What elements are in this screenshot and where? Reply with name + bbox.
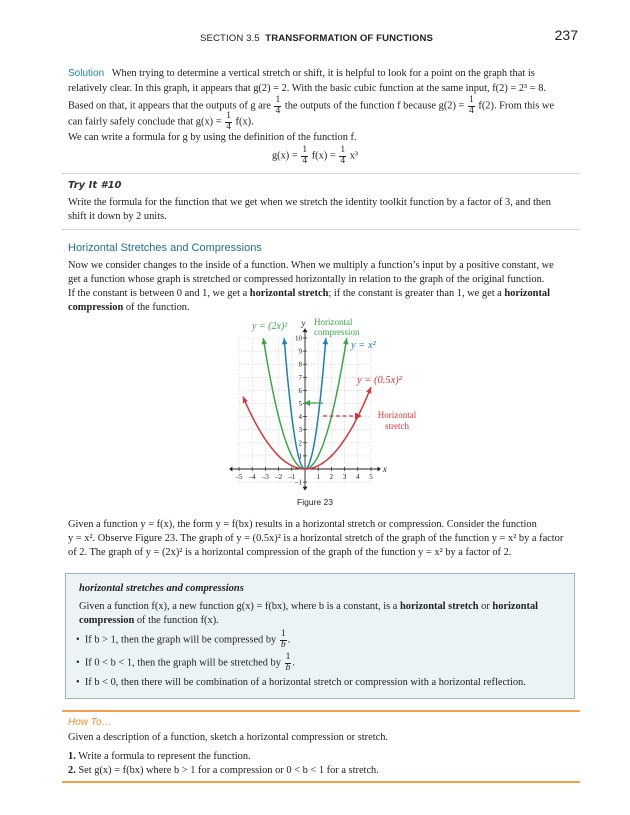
x-tick-label: 5 [369, 473, 373, 481]
solution-text-3a: Based on that, it appears that the outputs of g are [68, 100, 271, 112]
solution-text-3b: the outputs of the function f because g(2) = [284, 100, 465, 112]
bullet-1: • If b > 1, then the graph will be compressed by $\frac{1}{b}$ . [76, 629, 291, 650]
term-horizontal-stretch: horizontal stretch [249, 288, 329, 299]
step-2-text: Set g(x) = f(bx) where b > 1 for a compression or 0 < b < 1 for a stretch. [78, 765, 379, 776]
solution-line-5: We can write a formula for g by using the definition of the function f. [68, 132, 357, 143]
howto-top-rule [62, 710, 580, 712]
box-term-stretch: horizontal stretch [399, 601, 479, 612]
box-line-1 [79, 600, 569, 615]
section-number: SECTION 3.5 [200, 33, 260, 44]
howto-step-1 [68, 750, 578, 765]
bullet-2: • If 0 < b < 1, then the graph will be stretched by $\frac{1}{b}$ . [76, 652, 295, 673]
section-title: Horizontal Stretches and Compressions [68, 242, 262, 254]
series-arrowhead-2 [261, 338, 267, 344]
howto-title: How To… [68, 717, 112, 728]
fraction-one-quarter-2: $\frac{1}{4}$ [469, 95, 474, 116]
y-tick-label: 1 [298, 452, 302, 461]
tryit-line-2: shift it down by 2 units. [68, 211, 167, 222]
howto-bottom-rule [62, 781, 580, 783]
bullet-dot: • [76, 634, 80, 646]
bullet-dot: • [76, 657, 80, 669]
fraction-one-over-b: $\frac{1}{b}$ [280, 629, 286, 650]
green-curve-label: y = x² [351, 340, 376, 351]
bullet-dot: • [76, 677, 80, 688]
y-tick-label: 7 [298, 373, 302, 382]
series-arrowhead-1 [323, 338, 329, 344]
horizontal-line-2: get a function whose graph is stretched or compressed horizontally in relation to the graph of the original function. [68, 274, 545, 285]
x-tick-label: 4 [356, 473, 360, 481]
x-axis-arrow-left [229, 467, 232, 472]
fraction-one-over-b-2: $\frac{1}{b}$ [285, 652, 291, 673]
y-axis-label: y [301, 317, 306, 328]
series-line-3 [243, 387, 371, 469]
horizontal-text-3c: ; if the constant is greater than 1, we get a [328, 288, 502, 299]
y-tick-label: 8 [298, 360, 302, 369]
box-text-2b: of the function f(x). [134, 615, 219, 626]
x-axis-arrow-right [378, 467, 381, 472]
y-tick-label: 4 [298, 413, 302, 422]
bullet-2-text: If 0 < b < 1, then the graph will be stretched by [84, 657, 281, 669]
given-line-2: y = x². Observe Figure 23. The graph of y = (0.5x)² is a horizontal stretch of the graph of the function y = x² by a factor [68, 533, 564, 544]
box-line-2 [79, 614, 569, 629]
x-tick-label: 1 [316, 473, 320, 481]
box-text-1a: Given a function f(x), a new function g(x) = f(bx), where b is a constant, is a [79, 601, 398, 612]
y-tick-label: 5 [298, 400, 302, 408]
x-tick-label: 2 [329, 473, 334, 481]
solution-line-2: relatively clear. In this graph, it appears that g(2) = 2. With the basic cubic function at the same input, f(2) = 2³ = 8. [68, 83, 546, 94]
y-tick-label: –1 [295, 478, 302, 487]
stretch-label-2: stretch [385, 421, 409, 431]
x-tick-label: 3 [342, 473, 347, 481]
y-tick-label: 3 [298, 426, 302, 435]
y-tick-label: 10 [295, 334, 302, 343]
term-compression: compression [68, 302, 124, 313]
horizontal-text-4b: of the function. [123, 302, 190, 313]
solution-text-4b: f(x). [235, 116, 254, 128]
term-horizontal: horizontal [504, 288, 551, 299]
fraction-one-quarter: $\frac{1}{4}$ [275, 95, 281, 116]
compression-label-1: Horizontal [314, 317, 353, 327]
step-2-number: 2. [68, 765, 76, 776]
howto-step-2 [68, 764, 578, 779]
solution-text-1: When trying to determine a vertical stretch or shift, it is helpful to look for a point on the graph that is [111, 68, 535, 79]
formula-part-b: f(x) = [311, 150, 336, 162]
y-axis-arrow-down [303, 487, 308, 491]
stretch-label [372, 410, 422, 432]
solution-label: Solution [68, 68, 105, 79]
x-tick-label: –2 [275, 473, 283, 481]
solution-text-3c: f(2). From this we [478, 100, 554, 112]
step-1-text: Write a formula to represent the function. [78, 751, 251, 762]
series-arrowhead-1 [282, 338, 288, 344]
solution-text-4a: can fairly safely conclude that g(x) = [68, 116, 222, 128]
fraction-one-quarter-3: $\frac{1}{4}$ [226, 111, 231, 132]
series-arrowhead-2 [343, 338, 349, 344]
x-tick-label: –1 [288, 473, 296, 481]
y-tick-label: 2 [298, 439, 302, 448]
figure-caption: Figure 23 [297, 497, 333, 507]
y-tick-label: 9 [298, 347, 302, 356]
howto-intro: Given a description of a function, sketch a horizontal compression or stretch. [68, 732, 388, 743]
red-curve-label: y = (0.5x)² [357, 375, 402, 386]
formula-part-a: g(x) = [271, 150, 298, 162]
y-axis-arrow-up [303, 328, 308, 332]
x-axis-label: x [382, 464, 387, 474]
given-line-3: of 2. The graph of y = (2x)² is a horizontal compression of the graph of the function y = x² by a factor of 2. [68, 547, 512, 558]
blue-curve-label: y = (2x)² [252, 321, 288, 332]
bullet-1-text: If b > 1, then the graph will be compressed by [84, 634, 277, 646]
definition-box-title: horizontal stretches and compressions [79, 583, 244, 594]
box-term-horizontal: horizontal [492, 601, 539, 612]
tryit-title: Try It #10 [68, 180, 122, 191]
formula-part-c: x³ [349, 150, 359, 162]
x-tick-label: –4 [248, 473, 256, 481]
horizontal-text-3a: If the constant is between 0 and 1, we get a [68, 288, 248, 299]
page-number: 237 [554, 27, 578, 43]
bullet-3 [76, 676, 566, 691]
stretch-label-1: Horizontal [377, 410, 417, 420]
x-tick-label: –3 [261, 473, 269, 481]
step-1-number: 1. [68, 751, 76, 762]
fraction-one-quarter-5: $\frac{1}{4}$ [340, 145, 346, 166]
chapter-title: TRANSFORMATION OF FUNCTIONS [265, 33, 434, 44]
y-tick-label: 6 [298, 386, 302, 395]
box-term-compression: compression [79, 615, 135, 626]
given-line-1: Given a function y = f(x), the form y = f(bx) results in a horizontal stretch or compression. Consider the function [68, 519, 537, 530]
x-tick-label: –5 [235, 473, 243, 481]
box-text-1c: or [478, 601, 493, 612]
fraction-one-quarter-4: $\frac{1}{4}$ [302, 145, 308, 166]
horizontal-line-1: Now we consider changes to the inside of a function. When we multiply a function’s input by a positive constant, we [68, 260, 554, 271]
bullet-3-text: If b < 0, then there will be combination of a horizontal stretch or compression with a horizontal reflection. [84, 677, 526, 688]
compression-label-2: compression [314, 327, 360, 337]
compression-label [314, 317, 360, 337]
tryit-line-1: Write the formula for the function that we get when we stretch the identity toolkit function by a factor of 3, and then [68, 197, 551, 208]
